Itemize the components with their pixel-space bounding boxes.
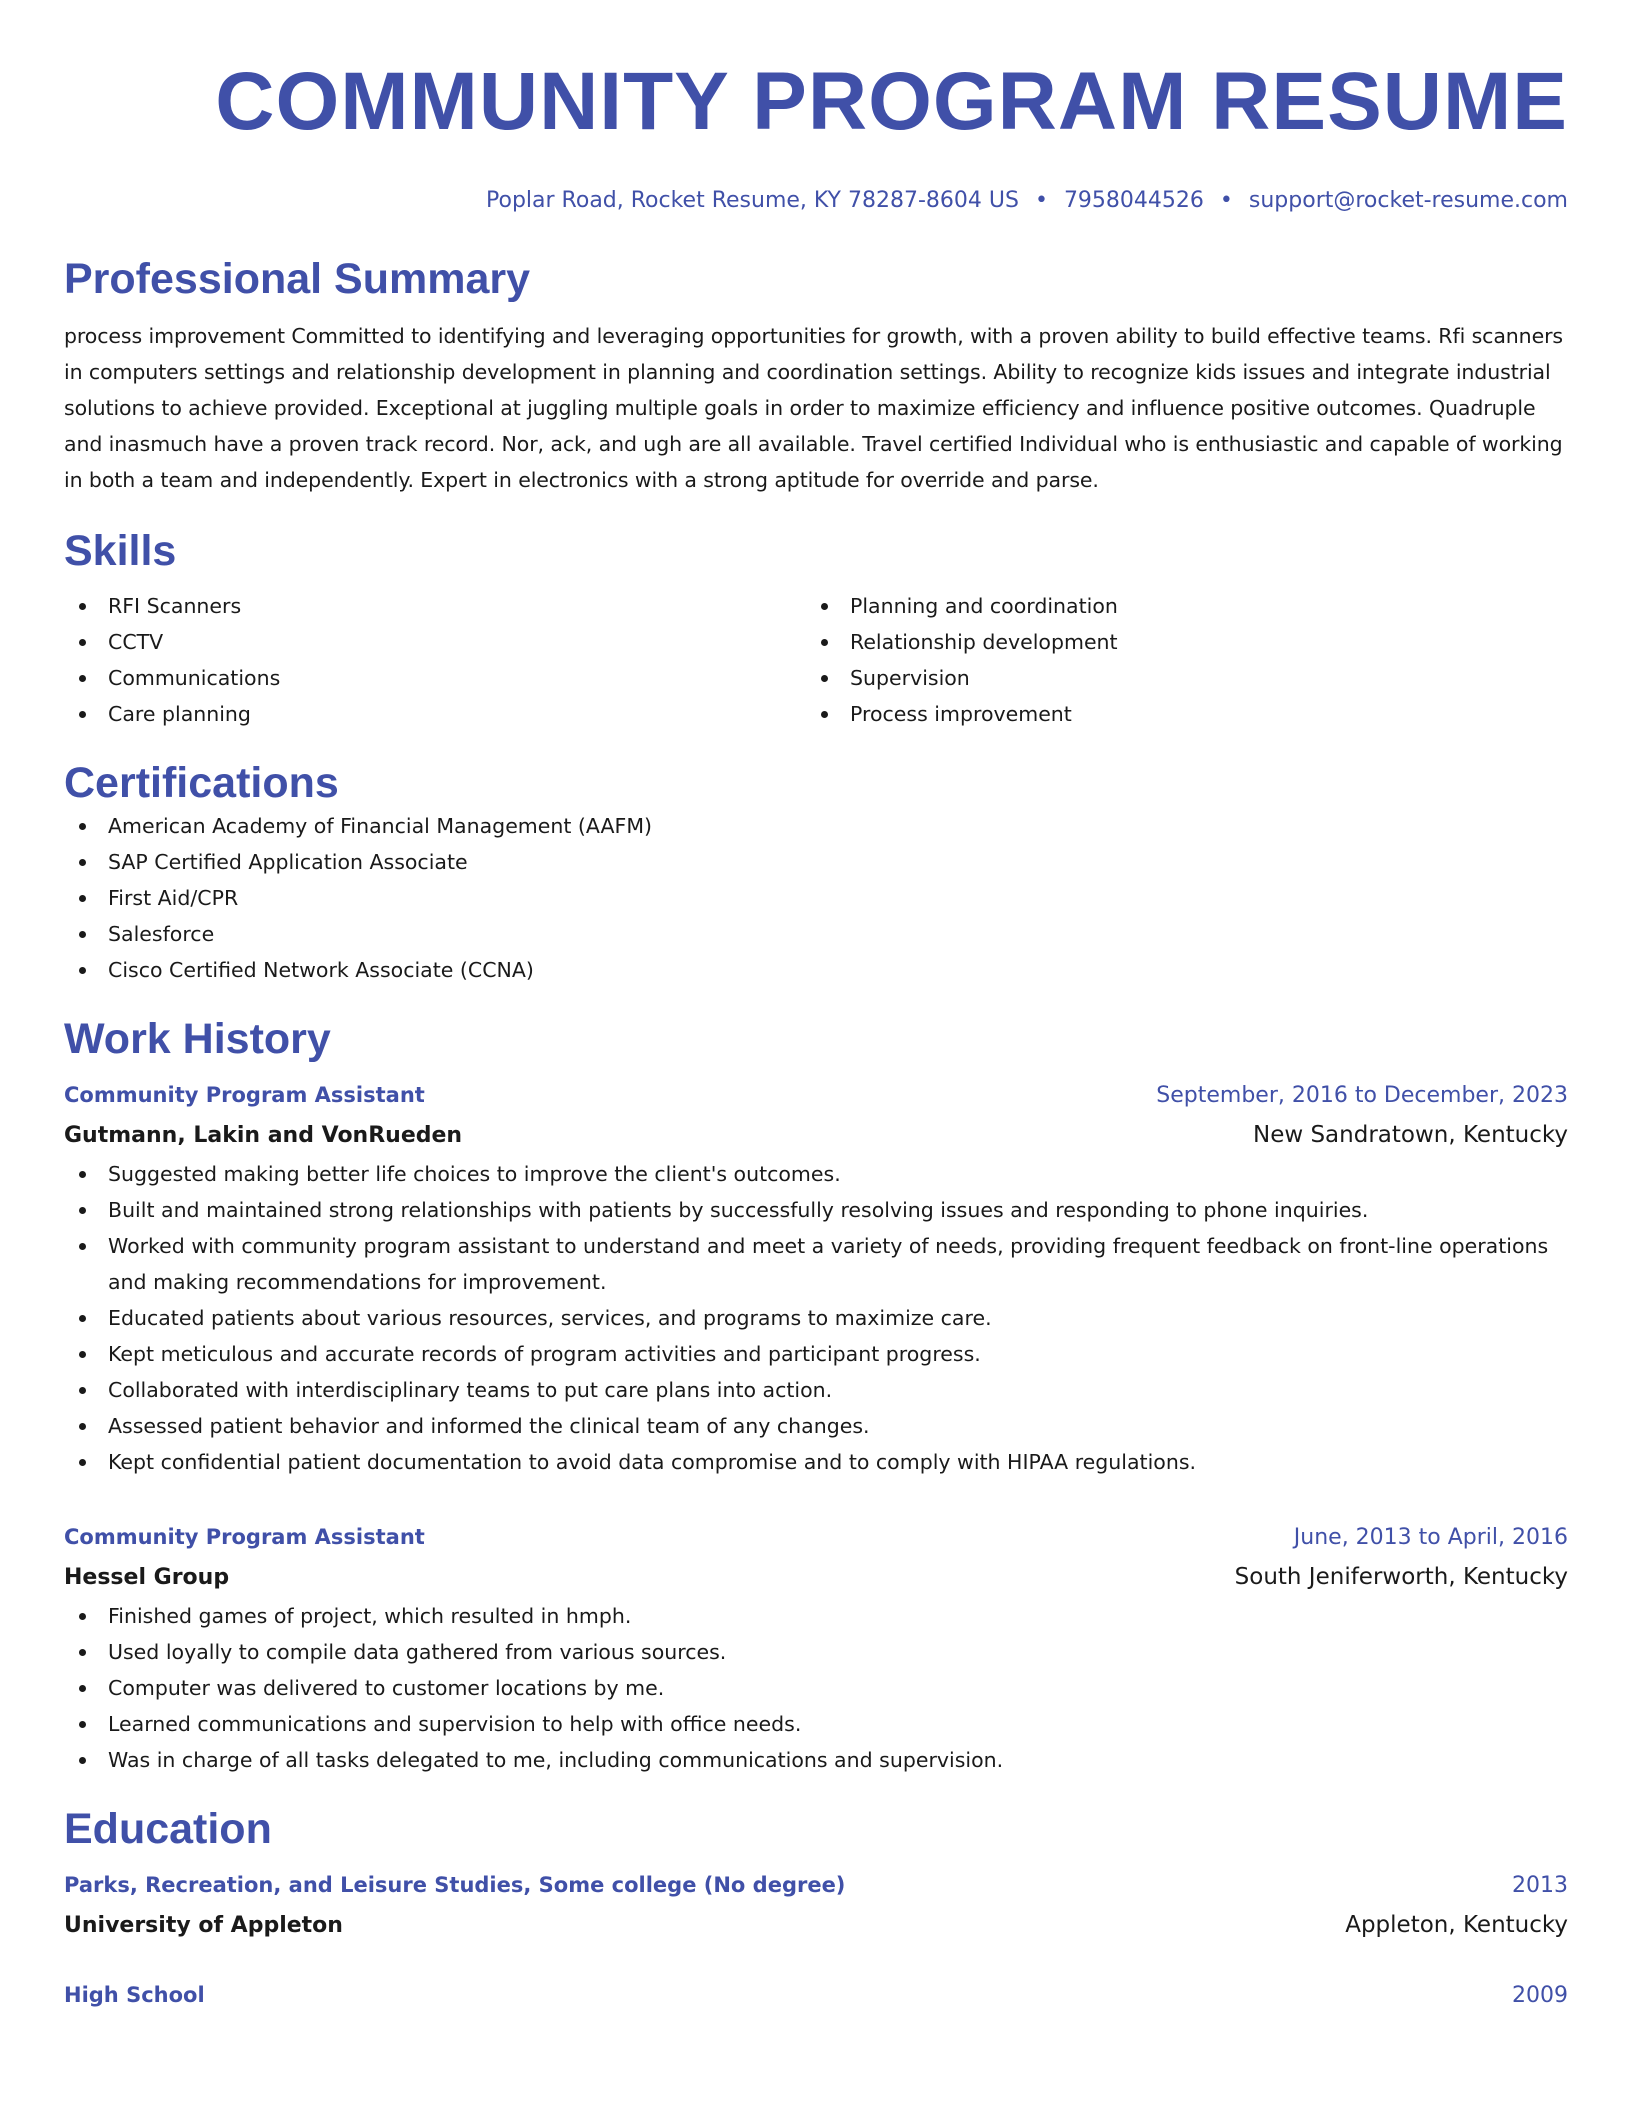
education-degree: High School: [64, 1983, 205, 2007]
email-link[interactable]: support@rocket-resume.com: [1248, 188, 1568, 213]
skills-grid: [64, 588, 1568, 732]
skill-item: Communications: [64, 660, 806, 696]
job-location: South Jeniferworth, Kentucky: [1234, 1564, 1568, 1590]
job-duties-list: [64, 1598, 1568, 1778]
job-duty: Kept confidential patient documentation to avoid data compromise and to comply with HIPAA regulations.: [64, 1444, 1568, 1480]
job-duties-list: [64, 1156, 1568, 1480]
resume-title: COMMUNITY PROGRAM RESUME: [215, 56, 1568, 147]
job-header: [64, 1076, 1568, 1115]
job-entry: [64, 1076, 1568, 1480]
job-duty: Collaborated with interdisciplinary teams to put care plans into action.: [64, 1372, 1568, 1408]
summary-text: process improvement Committed to identifying and leveraging opportunities for growth, with a proven ability to build effective teams. Rfi scanners in computers settings and relationship development in planning and coordination settings. Ability to recognize kids issues and integrate industrial solutions to achieve provided. Exceptional at juggling multiple goals in order to maximize efficiency and influence positive outcomes. Quadruple and inasmuch have a proven track record. Nor, ack, and ugh are all available. Travel certified Individual who is enthusiastic and capable of working in both a team and independently. Expert in electronics with a strong aptitude for override and parse.: [64, 324, 1563, 492]
job-location: New Sandratown, Kentucky: [1252, 1122, 1568, 1148]
job-duty: Assessed patient behavior and informed the clinical team of any changes.: [64, 1408, 1568, 1444]
skills-left-list: [64, 588, 806, 732]
job-entry: [64, 1518, 1568, 1778]
skill-item: Process improvement: [806, 696, 1548, 732]
certifications-list: [64, 808, 1568, 988]
contact-separator: •: [1219, 188, 1233, 213]
certification-item: American Academy of Financial Management (AAFM): [64, 808, 1568, 844]
job-duty: Computer was delivered to customer locations by me.: [64, 1670, 1568, 1706]
address-text: Poplar Road, Rocket Resume, KY 78287-8604 US: [486, 188, 1019, 213]
skills-heading: Skills: [64, 527, 177, 575]
job-title: Community Program Assistant: [64, 1525, 425, 1549]
job-duty: Built and maintained strong relationships with patients by successfully resolving issues and responding to phone inquiries.: [64, 1192, 1568, 1228]
skill-item: Supervision: [806, 660, 1548, 696]
job-duty: Kept meticulous and accurate records of program activities and participant progress.: [64, 1336, 1568, 1372]
skill-item: CCTV: [64, 624, 806, 660]
certifications-heading: Certifications: [64, 759, 339, 807]
education-subheader: [64, 1905, 1568, 1946]
job-header: [64, 1518, 1568, 1557]
job-duty: Learned communications and supervision to help with office needs.: [64, 1706, 1568, 1742]
education-entry: [64, 1976, 1568, 2015]
skill-item: RFI Scanners: [64, 588, 806, 624]
certification-item: Cisco Certified Network Associate (CCNA): [64, 952, 1568, 988]
certification-item: First Aid/CPR: [64, 880, 1568, 916]
job-duty: Finished games of project, which resulted in hmph.: [64, 1598, 1568, 1634]
contact-separator: •: [1034, 188, 1048, 213]
education-degree: Parks, Recreation, and Leisure Studies, Some college (No degree): [64, 1873, 846, 1897]
job-duty: Educated patients about various resources, services, and programs to maximize care.: [64, 1300, 1568, 1336]
education-heading: Education: [64, 1805, 272, 1853]
job-company: Hessel Group: [64, 1565, 230, 1590]
job-company: Gutmann, Lakin and VonRueden: [64, 1123, 463, 1148]
job-subheader: [64, 1115, 1568, 1156]
job-duty: Was in charge of all tasks delegated to me, including communications and supervision.: [64, 1742, 1568, 1778]
education-location: Appleton, Kentucky: [1345, 1912, 1568, 1938]
certification-item: SAP Certified Application Associate: [64, 844, 1568, 880]
education-year: 2013: [1512, 1873, 1568, 1898]
education-header: [64, 1866, 1568, 1905]
skill-item: Care planning: [64, 696, 806, 732]
skill-item: Planning and coordination: [806, 588, 1548, 624]
job-dates: June, 2013 to April, 2016: [1293, 1525, 1568, 1550]
job-subheader: [64, 1557, 1568, 1598]
resume-page: [64, 0, 1568, 2015]
job-duty: Used loyally to compile data gathered from various sources.: [64, 1634, 1568, 1670]
certification-item: Salesforce: [64, 916, 1568, 952]
summary-heading: Professional Summary: [64, 255, 531, 303]
job-title: Community Program Assistant: [64, 1083, 425, 1107]
phone-text: 7958044526: [1063, 188, 1204, 213]
job-duty: Worked with community program assistant to understand and meet a variety of needs, providing frequent feedback on front-line operations and making recommendations for improvement.: [64, 1228, 1568, 1300]
job-duty: Suggested making better life choices to improve the client's outcomes.: [64, 1156, 1568, 1192]
education-header: [64, 1976, 1568, 2015]
work-history-heading: Work History: [64, 1015, 331, 1063]
education-school: University of Appleton: [64, 1913, 343, 1938]
skill-item: Relationship development: [806, 624, 1548, 660]
education-entry: [64, 1866, 1568, 1946]
job-dates: September, 2016 to December, 2023: [1156, 1083, 1568, 1108]
skills-right-list: [806, 588, 1548, 732]
education-year: 2009: [1512, 1983, 1568, 2008]
contact-line: [64, 186, 1568, 216]
